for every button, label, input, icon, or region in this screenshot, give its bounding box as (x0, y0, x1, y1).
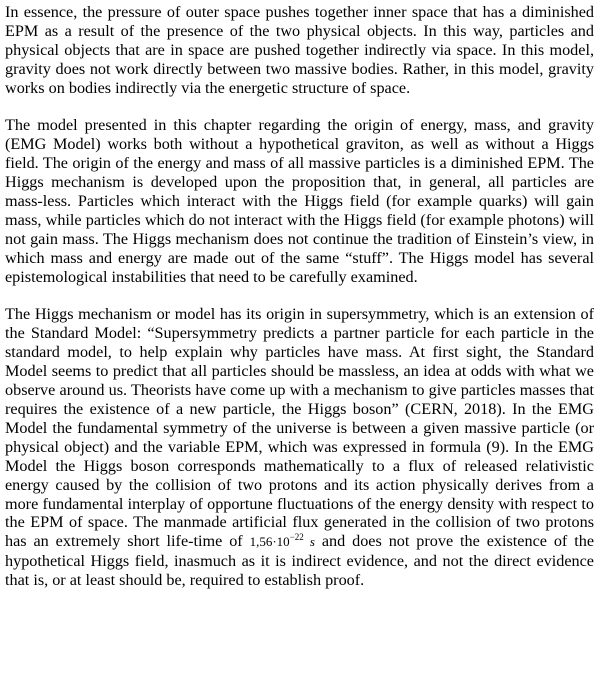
paragraph-text-before-formula: The Higgs mechanism or model has its origin in supersymmetry, which is an extension of the Standard Model: “Supersymmetry predicts a partner particle for each particle in the standard model, to help explain why particles have mass. At first sight, the Standard Model seems to predict that all particles should be massless, an idea at odds with what we observe around us. Theorists have come up with a mechanism to give particles masses that requires the existence of a new particle, the Higgs boson” (CERN, 2018). In the EMG Model the fundamental symmetry of the universe is between a given massive particle (or physical object) and the variable EPM, which was expressed in formula (9). In the EMG Model the Higgs boson corresponds mathematically to a flux of released relativistic energy caused by the collision of two protons and its action physically derives from a more fundamental interplay of opportune fluctuations of the energy density with respect to the EPM of space. The manmade artificial flux generated in the collision of two protons has an extremely short life-time of (5, 305, 594, 551)
paragraph-gravity-pressure: In essence, the pressure of outer space pushes together inner space that has a diminished EPM as a result of the presence of the two physical objects. In this way, particles and physical objects that are in space are pushed together indirectly via space. In this model, gravity does not work directly between two massive bodies. Rather, in this model, gravity works on bodies indirectly via the energetic structure of space. (5, 3, 594, 97)
paragraph-higgs-mechanism (5, 305, 594, 590)
lifetime-exponent: −22 (289, 532, 304, 543)
paragraph-emg-model: The model presented in this chapter regarding the origin of energy, mass, and gravity (EMG Model) works both without a hypothetical graviton, as well as without a Higgs field. The origin of the energy and mass of all massive particles is a diminished EPM. The Higgs mechanism is developed upon the proposition that, in general, all particles are mass-less. Particles which interact with the Higgs field (for example quarks) will gain mass, while particles which do not interact with the Higgs field (for example photons) will not gain mass. The Higgs mechanism does not continue the tradition of Einstein’s view, in which mass and energy are made out of the same “stuff”. The Higgs model has several epistemological instabilities that need to be carefully examined. (5, 116, 594, 286)
lifetime-formula (250, 534, 315, 549)
lifetime-unit: s (309, 534, 315, 550)
lifetime-mantissa: 1,56·10 (249, 534, 290, 550)
paragraph-text-after-formula: and does not prove the existence of the hypothetical Higgs field, inasmuch as it is indirect evidence, and not the direct evidence that is, or at least should be, required to establish proof. (5, 532, 595, 590)
